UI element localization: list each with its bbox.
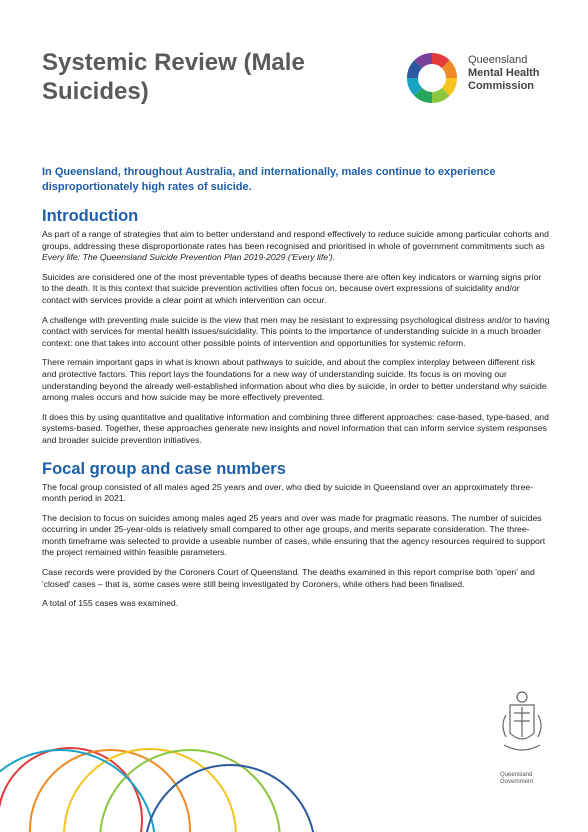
gov-line-1: Queensland xyxy=(500,772,533,778)
page-title: Systemic Review (Male Suicides) xyxy=(42,49,305,105)
gov-line-2: Government xyxy=(500,779,534,785)
intro-paragraph-5: It does this by using quantitative and qualitative information and combining three different approaches: case-based, type-based, and systems-based. Together, these approaches generate new insights and novel information that can inform service system responses and broader suicide prevention initiatives. xyxy=(42,411,549,445)
qmhc-ring-icon xyxy=(402,50,462,106)
introduction-section xyxy=(42,206,550,447)
focal-paragraph-4: A total of 155 cases was examined. xyxy=(42,598,179,609)
lead-paragraph: In Queensland, throughout Australia, and internationally, males continue to experience disproportionately high rates of suicide. xyxy=(42,166,496,193)
main-content xyxy=(42,206,550,618)
focal-paragraph-3: Case records were provided by the Coroners Court of Queensland. The deaths examined in this report comprise both 'open' and 'closed' cases – that is, some cases were still being investigated by Coroners, while others had been finalised. xyxy=(42,567,535,589)
queensland-government-crest-icon xyxy=(492,685,552,805)
decorative-circles xyxy=(0,670,330,832)
intro-p1-end: . xyxy=(332,252,336,263)
logo-line-3: Commission xyxy=(468,80,535,92)
focal-paragraph-1: The focal group consisted of all males aged 25 years and over, who died by suicide in Queensland over an approximately three-month period in 2021. xyxy=(42,481,534,504)
logo-line-1: Queensland xyxy=(468,54,528,66)
intro-p1-emphasis: Every life: The Queensland Suicide Prevention Plan 2019-2029 ('Every life') xyxy=(42,252,333,263)
government-wordmark xyxy=(500,772,533,786)
introduction-heading: Introduction xyxy=(42,207,139,225)
qmhc-logo xyxy=(402,50,552,104)
focal-group-heading: Focal group and case numbers xyxy=(42,459,286,478)
intro-paragraph-2: Suicides are considered one of the most preventable types of deaths because there are often key indicators or warning signs prior to the death. It is this context that suicide prevention activities often focus on, because overt expressions of suicidality and/or contact with services provide a clear point at which intervention can occur. xyxy=(42,271,542,305)
focal-paragraph-2: The decision to focus on suicides among males aged 25 years and over was made for pragmatic reasons. The number of suicides occurring in under 25-year-olds is relatively small compared to other age groups, and merits separate consideration. The three-month timeframe was selected to provide a useable number of cases, while ensuring that the agency resources required to support the project remained within feasible parameters. xyxy=(42,512,546,558)
focal-group-section xyxy=(42,459,550,610)
intro-paragraph-1 xyxy=(42,229,550,264)
intro-paragraph-3: A challenge with preventing male suicide is the view that men may be resistant to expressing psychological distress and/or to having contact with services for mental health issues/suicidality. This points to the importance of understanding suicide in a much broader context: one that takes into account other possible points of intervention and opportunities for systemic reform. xyxy=(42,314,550,348)
logo-line-2: Mental Health xyxy=(468,67,540,79)
intro-p1-text: As part of a range of strategies that aim to better understand and respond effectively to reduce suicide among particular cohorts and groups, addressing these disproportionate rates has been recognised and prioritised in whole of government commitments such as xyxy=(42,229,549,251)
intro-paragraph-4: There remain important gaps in what is known about pathways to suicide, and about the complex interplay between different risk and protective factors. This report lays the foundations for a new way of understanding suicide. Its focus is on moving our understanding beyond the already well-established information about who dies by suicide, in order to better understand why suicide among males occurs and how suicide may be more effectively prevented. xyxy=(42,357,547,403)
